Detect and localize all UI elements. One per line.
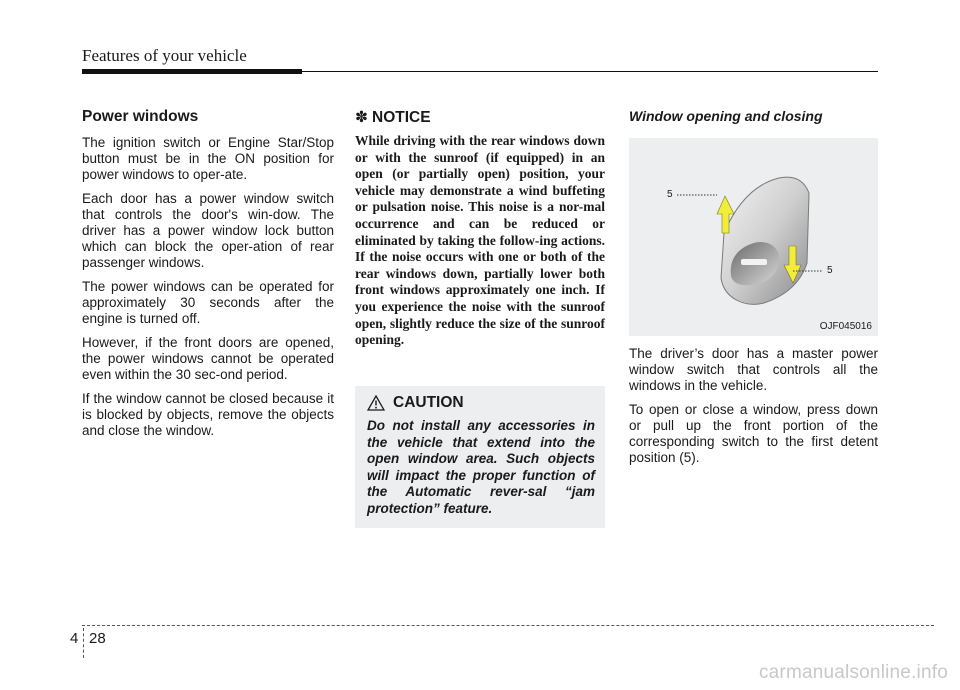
notice-star-icon: ✽ xyxy=(355,109,368,126)
watermark: carmanualsonline.info xyxy=(758,662,948,683)
notice-text: While driving with the rear windows down or with the sunroof (if equipped) in an open (or partially open) position, your vehicle may demonstrate a wind buffeting or pulsation noise. This noise is a nor-mal occurrence and can be reduced or eliminated by taking the follow-ing actions. If the noise occurs with one or both of the rear windows down, partially lower both front windows approximately one inch. If you experience the noise with the sunroof open, slightly reduce the size of the sunroof opening. xyxy=(355,133,605,348)
footer-divider xyxy=(83,628,84,658)
header-bar xyxy=(82,69,302,74)
paragraph: The power windows can be operated for approximately 30 seconds after the engine is turned off. xyxy=(82,279,334,326)
caution-heading xyxy=(367,394,595,412)
paragraph: The driver’s door has a master power window switch that controls all the windows in the vehicle. xyxy=(629,346,878,393)
window-switch-figure xyxy=(629,138,878,336)
window-opening-heading: Window opening and closing xyxy=(629,108,823,124)
caution-text: Do not install any accessories in the vehicle that extend into the open window area. Such objects will impact the proper function of the Automatic rever-sal “jam protection” feature. xyxy=(367,418,595,516)
paragraph: To open or close a window, press down or pull up the front portion of the corresponding switch to the first detent position (5). xyxy=(629,402,878,465)
page-header-title: Features of your vehicle xyxy=(82,46,247,65)
caution-title: CAUTION xyxy=(393,394,464,411)
footer-rule xyxy=(82,625,934,626)
chapter-number: 4 xyxy=(70,630,79,647)
page-number: 28 xyxy=(89,630,106,647)
power-windows-heading: Power windows xyxy=(82,108,199,125)
notice-heading xyxy=(355,108,605,127)
figure-callout-up: 5 xyxy=(667,189,673,200)
paragraph: The ignition switch or Engine Star/Stop button must be in the ON position for power windows to oper-ate. xyxy=(82,135,334,182)
header-rule xyxy=(302,71,878,72)
window-opening-section xyxy=(629,108,878,474)
notice-title: NOTICE xyxy=(372,108,431,126)
paragraph: If the window cannot be closed because it is blocked by objects, remove the objects and close the window. xyxy=(82,391,334,438)
caution-box xyxy=(355,386,605,528)
figure-code: OJF045016 xyxy=(819,321,872,332)
power-windows-section xyxy=(82,108,334,447)
paragraph: However, if the front doors are opened, the power windows cannot be operated even within the 30 sec-ond period. xyxy=(82,335,334,382)
paragraph: Each door has a power window switch that controls the door's win-dow. The driver has a power window lock button which can block the oper-ation of rear passenger windows. xyxy=(82,191,334,270)
warning-triangle-icon xyxy=(367,395,385,411)
notice-section xyxy=(355,108,605,349)
figure-callout-down: 5 xyxy=(827,265,833,276)
window-switch-illustration xyxy=(629,138,878,336)
